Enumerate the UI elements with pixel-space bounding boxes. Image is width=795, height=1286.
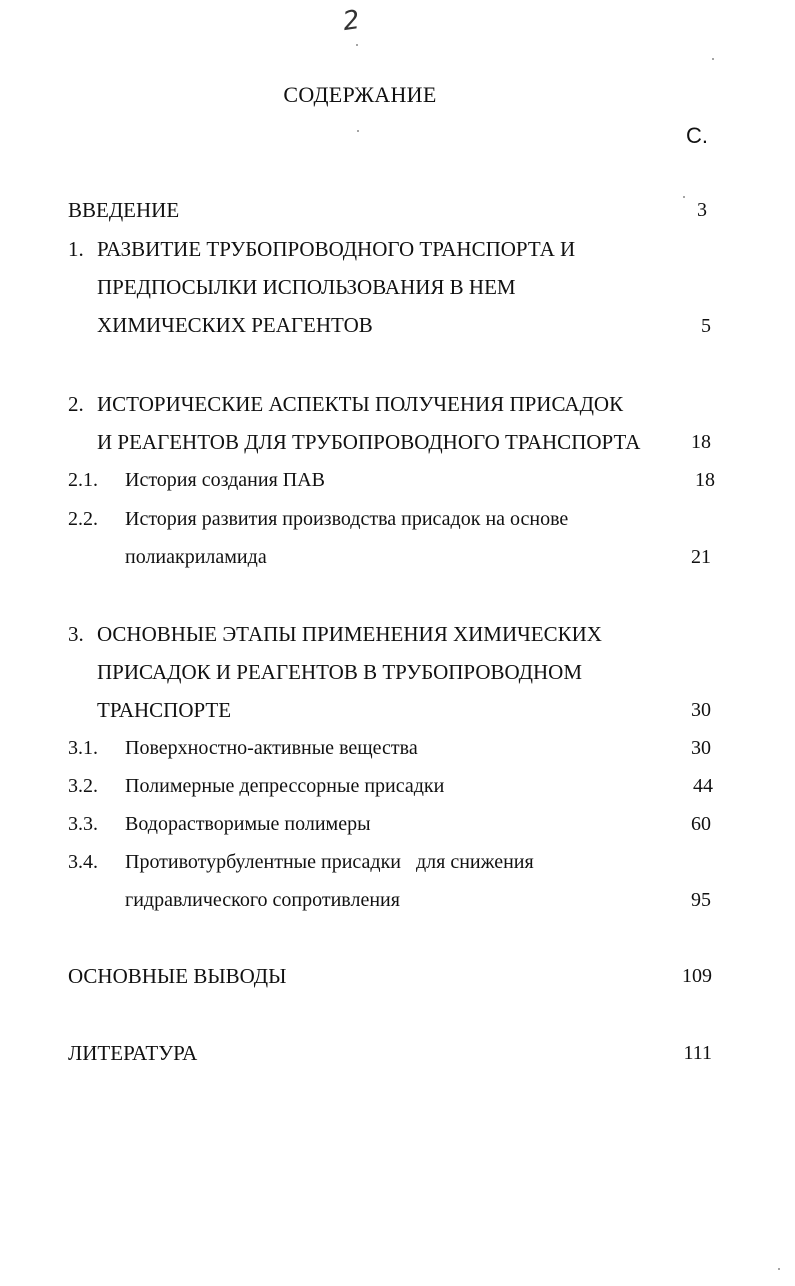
toc-ch3-line: ОСНОВНЫЕ ЭТАПЫ ПРИМЕНЕНИЯ ХИМИЧЕСКИХ <box>97 622 602 646</box>
toc-literature-text: ЛИТЕРАТУРА <box>68 1041 198 1065</box>
toc-s31-page: 30 <box>691 737 711 759</box>
toc-s22-line: полиакриламида <box>125 546 267 568</box>
page-column-label: С. <box>686 123 708 148</box>
toc-ch2-number: 2. <box>68 392 84 416</box>
toc-s34-number: 3.4. <box>68 851 98 873</box>
toc-s34-page: 95 <box>691 889 711 911</box>
handwritten-page-number: 2 <box>340 4 362 38</box>
toc-conclusions-text: ОСНОВНЫЕ ВЫВОДЫ <box>68 964 287 988</box>
toc-s32-line: Полимерные депрессорные присадки <box>125 775 445 797</box>
scan-speck <box>357 130 359 132</box>
toc-s33-line: Водорастворимые полимеры <box>125 813 371 835</box>
toc-conclusions-page: 109 <box>682 965 712 987</box>
scan-speck <box>778 1268 780 1270</box>
toc-s31-line: Поверхностно-активные вещества <box>125 737 418 759</box>
toc-ch2-page: 18 <box>691 431 711 453</box>
scan-speck <box>712 58 714 60</box>
toc-s34-line: гидравлического сопротивления <box>125 889 400 911</box>
toc-s22-line: История развития производства присадок на основе <box>125 508 569 530</box>
toc-ch1-page: 5 <box>701 315 711 337</box>
toc-entry-intro-page: 3 <box>697 199 707 221</box>
toc-literature-page: 111 <box>683 1042 712 1064</box>
toc-s22-number: 2.2. <box>68 508 98 530</box>
toc-s34-line: Противотурбулентные присадки для снижения <box>125 851 534 873</box>
toc-s21-page: 18 <box>695 469 715 491</box>
toc-s22-page: 21 <box>691 546 711 568</box>
toc-s21-number: 2.1. <box>68 469 98 491</box>
toc-ch1-line: РАЗВИТИЕ ТРУБОПРОВОДНОГО ТРАНСПОРТА И <box>97 237 576 261</box>
toc-ch3-page: 30 <box>691 699 711 721</box>
scan-speck <box>683 196 685 198</box>
page-title: СОДЕРЖАНИЕ <box>283 82 437 107</box>
toc-s33-number: 3.3. <box>68 813 98 835</box>
toc-s33-page: 60 <box>691 813 711 835</box>
toc-ch3-number: 3. <box>68 622 84 646</box>
toc-s32-page: 44 <box>693 775 713 797</box>
toc-ch3-line: ПРИСАДОК И РЕАГЕНТОВ В ТРУБОПРОВОДНОМ <box>97 660 582 684</box>
toc-ch2-line: ИСТОРИЧЕСКИЕ АСПЕКТЫ ПОЛУЧЕНИЯ ПРИСАДОК <box>97 392 624 416</box>
toc-s31-number: 3.1. <box>68 737 98 759</box>
toc-ch1-line: ПРЕДПОСЫЛКИ ИСПОЛЬЗОВАНИЯ В НЕМ <box>97 275 516 299</box>
toc-ch1-number: 1. <box>68 237 84 261</box>
toc-ch2-line: И РЕАГЕНТОВ ДЛЯ ТРУБОПРОВОДНОГО ТРАНСПОРТА <box>97 430 641 454</box>
toc-ch3-line: ТРАНСПОРТЕ <box>97 698 232 722</box>
scan-speck <box>356 44 358 46</box>
toc-ch1-line: ХИМИЧЕСКИХ РЕАГЕНТОВ <box>97 313 373 337</box>
toc-s32-number: 3.2. <box>68 775 98 797</box>
toc-entry-intro-text: ВВЕДЕНИЕ <box>68 198 180 222</box>
toc-s21-line: История создания ПАВ <box>125 469 325 491</box>
